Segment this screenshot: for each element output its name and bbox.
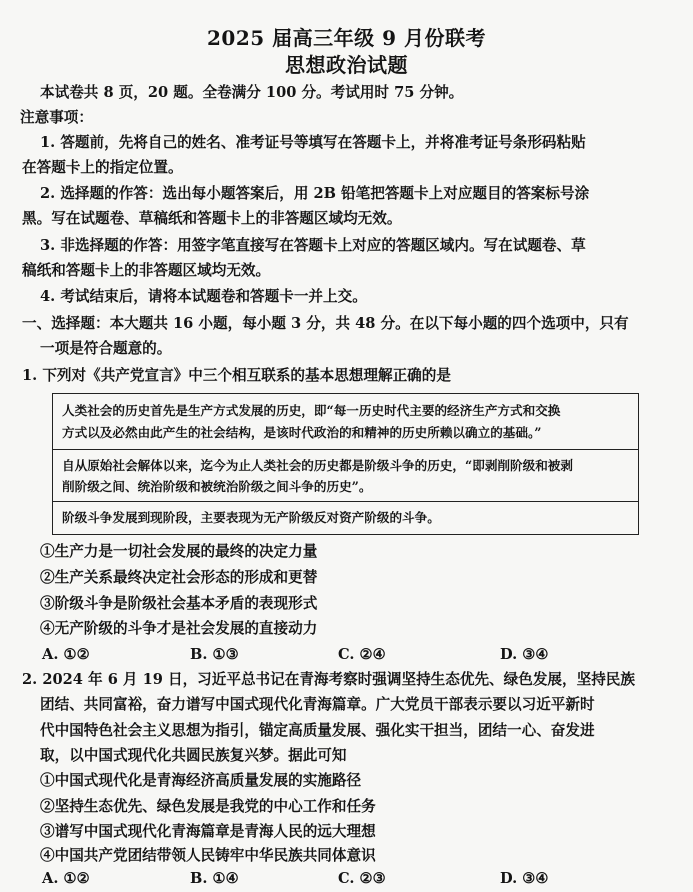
q2-option-a: A. ①②	[42, 870, 90, 887]
exam-info: 本试卷共 8 页，20 题。全卷满分 100 分。考试用时 75 分钟。	[40, 84, 464, 101]
notice-line-2: 在答题卡上的指定位置。	[22, 159, 183, 176]
q1-option-b: B. ①③	[190, 646, 239, 663]
q2-stem-line-4: 取，以中国式现代化共圆民族复兴梦。据此可知	[40, 747, 347, 764]
q1-item-4: ④无产阶级的斗争才是社会发展的直接动力	[40, 620, 318, 637]
notice-line-7: 4. 考试结束后，请将本试题卷和答题卡一并上交。	[40, 288, 367, 305]
exam-title: 2025 届高三年级 9 月份联考	[207, 26, 486, 50]
section-heading-line-1: 一、选择题：本大题共 16 小题，每小题 3 分，共 48 分。在以下每小题的四个选项中，只有	[22, 315, 629, 332]
q2-item-3: ③谱写中国式现代化青海篇章是青海人民的远大理想	[40, 823, 376, 840]
exam-subtitle: 思想政治试题	[285, 53, 408, 77]
q1-material-row-2	[53, 450, 638, 502]
notice-line-5: 3. 非选择题的作答：用签字笔直接写在答题卡上对应的答题区域内。写在试题卷、草	[40, 237, 586, 254]
q1-item-2: ②生产关系最终决定社会形态的形成和更替	[40, 569, 318, 586]
q1-material-row-3	[53, 502, 638, 534]
q2-option-c: C. ②③	[338, 870, 386, 887]
q1-option-a: A. ①②	[42, 646, 90, 663]
q2-stem-line-3: 代中国特色社会主义思想为指引，锚定高质量发展、强化实干担当，团结一心、奋发进	[40, 722, 595, 739]
notice-heading: 注意事项：	[20, 109, 93, 126]
q2-item-4: ④中国共产党团结带领人民铸牢中华民族共同体意识	[40, 847, 376, 864]
q1-material-row-1	[53, 394, 638, 450]
q1-material-row-2-line-1: 自从原始社会解体以来，迄今为止人类社会的历史都是阶级斗争的历史，“即剥削阶级和被剥	[62, 458, 573, 473]
q2-option-b: B. ①④	[190, 870, 239, 887]
q2-stem-line-2: 团结、共同富裕，奋力谱写中国式现代化青海篇章。广大党员干部表示要以习近平新时	[40, 696, 595, 713]
q1-option-c: C. ②④	[338, 646, 386, 663]
q2-option-d: D. ③④	[500, 870, 549, 887]
notice-line-6: 稿纸和答题卡上的非答题区域均无效。	[22, 262, 271, 279]
q1-item-1: ①生产力是一切社会发展的最终的决定力量	[40, 543, 318, 560]
q1-material-box	[52, 393, 639, 535]
notice-line-3: 2. 选择题的作答：选出每小题答案后，用 2B 铅笔把答题卡上对应题目的答案标号涂	[40, 185, 590, 202]
q1-item-3: ③阶级斗争是阶级社会基本矛盾的表现形式	[40, 595, 318, 612]
q1-material-row-1-line-1: 人类社会的历史首先是生产方式发展的历史，即“每一历史时代主要的经济生产方式和交换	[62, 403, 561, 418]
q1-material-row-2-line-2: 削阶级之间、统治阶级和被统治阶级之间斗争的历史”。	[62, 479, 372, 494]
section-heading-line-2: 一项是符合题意的。	[40, 340, 172, 357]
q2-item-2: ②坚持生态优先、绿色发展是我党的中心工作和任务	[40, 798, 376, 815]
q1-option-d: D. ③④	[500, 646, 549, 663]
notice-line-4: 黑。写在试题卷、草稿纸和答题卡上的非答题区域均无效。	[22, 210, 402, 227]
q1-material-row-3-line-1: 阶级斗争发展到现阶段，主要表现为无产阶级反对资产阶级的斗争。	[62, 510, 440, 525]
q1-stem: 1. 下列对《共产党宣言》中三个相互联系的基本思想理解正确的是	[22, 367, 451, 384]
q2-stem-line-1: 2. 2024 年 6 月 19 日，习近平总书记在青海考察时强调坚持生态优先、绿色发展，坚持民族	[22, 671, 635, 688]
notice-line-1: 1. 答题前，先将自己的姓名、准考证号等填写在答题卡上，并将准考证号条形码粘贴	[40, 134, 586, 151]
q1-material-row-1-line-2: 方式以及必然由此产生的社会结构，是该时代政治的和精神的历史所赖以确立的基础。”	[62, 425, 542, 440]
q2-item-1: ①中国式现代化是青海经济高质量发展的实施路径	[40, 772, 362, 789]
